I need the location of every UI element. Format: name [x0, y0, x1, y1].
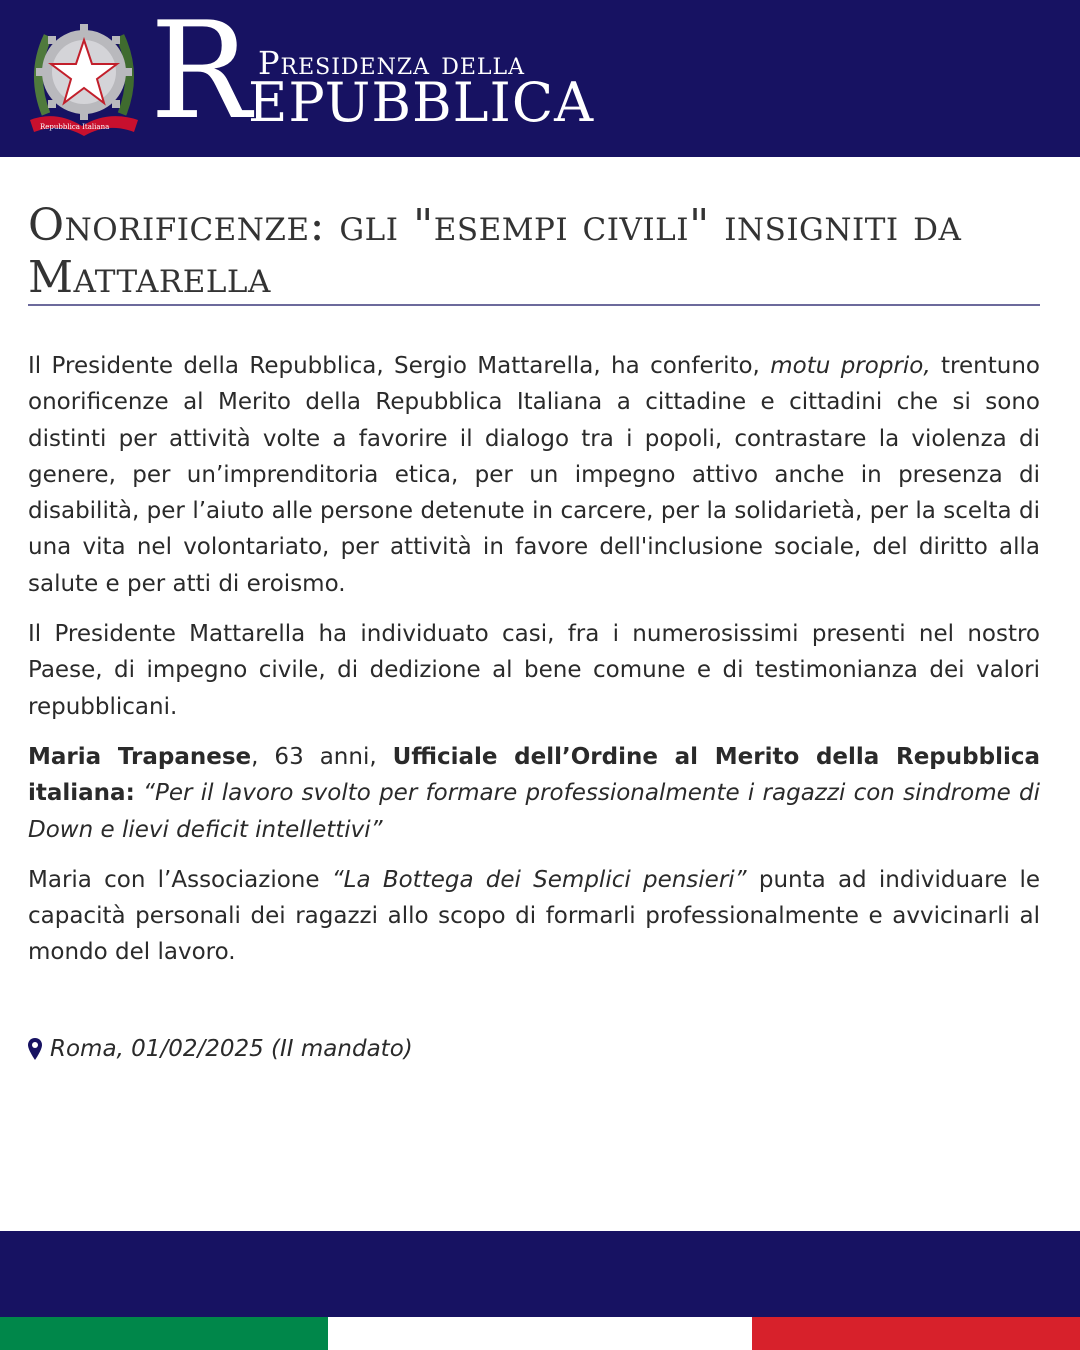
location-dateline [28, 1036, 413, 1062]
honoree-age: , 63 anni, [251, 743, 393, 770]
association-name: “La Bottega dei Semplici pensieri” [331, 866, 747, 893]
honoree-name: Maria Trapanese [28, 743, 252, 770]
paragraph-association [28, 862, 1040, 971]
flag-red [752, 1317, 1080, 1350]
emblem-icon [26, 14, 142, 142]
paragraph-cases: Il Presidente Mattarella ha individuato casi, fra i numerosissimi presenti nel nostro Paese, di impegno civile, di dedizione al bene comune e di testimonianza dei valori repubblicani. [28, 621, 1040, 720]
emblem-motto: Repubblica Italiana [40, 123, 110, 131]
paragraph-honoree [28, 739, 1040, 848]
association-text-rest: punta ad individuare le capacità personali dei ragazzi allo scopo di formarli professionalmente e avvicinarli al mondo del lavoro. [28, 866, 1040, 966]
italian-flag-stripe [0, 1317, 1080, 1350]
flag-white [328, 1317, 752, 1350]
intro-italic: motu proprio, [770, 353, 931, 379]
intro-text-rest: trentuno onorificenze al Merito della Repubblica Italiana a cittadine e cittadini che si sono distinti per attività volte a favorire il dialogo tra i popoli, contrastare la violenza di genere, per un’imprenditoria etica, per un impegno attivo anche in presenza di disabilità, per l’aiuto alle persone detenute in carcere, per la solidarietà, per la scelta di una vita nel volontariato, per attività in favore dell'inclusione sociale, del diritto alla salute e per atti di eroismo. [28, 353, 1040, 597]
intro-text: Il Presidente della Repubblica, Sergio Mattarella, ha conferito, [28, 353, 771, 379]
article-body [28, 348, 1040, 985]
location-text: Roma, 01/02/2025 (II mandato) [50, 1036, 413, 1062]
honoree-honor: Ufficiale dell’Ordine al Merito della Repubblica italiana: [28, 743, 1040, 807]
honoree-motivation: “Per il lavoro svolto per formare professionalmente i ragazzi con sindrome di Down e lievi deficit intellettivi” [28, 780, 1041, 843]
footer-band [0, 1231, 1080, 1317]
map-pin-icon [28, 1038, 42, 1060]
association-text: Maria con l’Associazione [28, 866, 332, 893]
logo-initial: R [150, 0, 251, 149]
logo-line-presidenza: Presidenza della [258, 44, 526, 82]
paragraph-intro [28, 348, 1040, 602]
article-title: Onorificenze: gli "esempi civili" insigniti da Mattarella [28, 200, 962, 303]
header-banner [0, 0, 1080, 157]
flag-green [0, 1317, 328, 1350]
title-divider [28, 304, 1040, 306]
logo-line-repubblica: EPUBBLICA [248, 71, 595, 134]
